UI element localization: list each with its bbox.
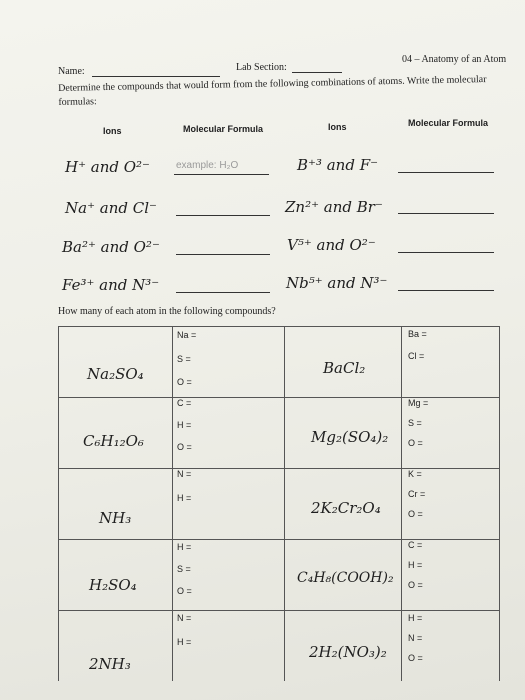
example-answer: example: H₂O xyxy=(176,160,239,171)
col-formula-left: Molecular Formula xyxy=(183,124,264,134)
atom-label: N = xyxy=(177,469,192,479)
col-formula-right: Molecular Formula xyxy=(408,118,489,128)
name-label: Name: xyxy=(58,66,85,77)
compound-cell xyxy=(59,469,173,540)
atom-count-cell[interactable] xyxy=(402,398,500,469)
ion-pair-1-right: B⁺³ and F⁻ xyxy=(297,156,379,174)
atom-label: Na = xyxy=(177,330,197,340)
atom-label: O = xyxy=(408,653,423,663)
atom-label: C = xyxy=(177,398,192,408)
atom-label: K = xyxy=(408,469,422,479)
compound-formula: H₂SO₄ xyxy=(89,576,137,594)
compound-cell xyxy=(285,540,402,611)
ion-pair-4-left: Fe³⁺ and N³⁻ xyxy=(62,276,160,294)
lab-section-label: Lab Section: xyxy=(236,62,287,73)
compound-formula: 2H₂(NO₃)₂ xyxy=(309,643,387,661)
compound-formula: NH₃ xyxy=(99,509,132,527)
atom-label: N = xyxy=(177,613,192,623)
atom-label: S = xyxy=(177,564,191,574)
answer-1-right[interactable] xyxy=(398,172,494,173)
col-ions-right: Ions xyxy=(328,122,347,132)
atom-label: Mg = xyxy=(408,398,429,408)
compound-formula: C₄H₈(COOH)₂ xyxy=(297,570,394,586)
answer-3-left[interactable] xyxy=(176,254,270,255)
answer-3-right[interactable] xyxy=(398,252,494,253)
atom-label: Cl = xyxy=(408,351,425,361)
atom-label: O = xyxy=(408,580,423,590)
atom-label: S = xyxy=(408,418,422,428)
compound-cell xyxy=(59,398,173,469)
atom-count-cell[interactable] xyxy=(402,611,500,682)
ion-pair-2-right: Zn²⁺ and Br⁻ xyxy=(285,198,383,216)
atom-count-cell[interactable] xyxy=(173,398,285,469)
compound-formula: 2K₂Cr₂O₄ xyxy=(311,499,381,517)
ion-pair-3-right: V⁵⁺ and O²⁻ xyxy=(287,236,376,254)
compound-cell xyxy=(59,327,173,398)
col-ions-left: Ions xyxy=(103,126,122,136)
answer-2-right[interactable] xyxy=(398,213,494,214)
atom-label: O = xyxy=(177,442,192,452)
atom-label: O = xyxy=(408,509,423,519)
table-row xyxy=(59,327,500,398)
compound-cell xyxy=(285,611,402,682)
atom-label: H = xyxy=(177,542,192,552)
atom-count-cell[interactable] xyxy=(402,327,500,398)
atom-label: N = xyxy=(408,633,423,643)
name-field[interactable] xyxy=(92,76,220,77)
atom-count-cell[interactable] xyxy=(173,540,285,611)
compound-cell xyxy=(285,327,402,398)
atom-label: Cr = xyxy=(408,489,426,499)
ion-pair-1-left: H⁺ and O²⁻ xyxy=(65,158,150,176)
answer-2-left[interactable] xyxy=(176,215,270,216)
table-row xyxy=(59,540,500,611)
ion-pair-2-left: Na⁺ and Cl⁻ xyxy=(65,199,157,217)
atom-count-cell[interactable] xyxy=(173,327,285,398)
lab-section-field[interactable] xyxy=(292,72,342,73)
atom-count-table xyxy=(58,326,500,681)
compound-cell xyxy=(59,540,173,611)
atom-label: H = xyxy=(177,493,192,503)
compound-cell xyxy=(59,611,173,682)
table-row xyxy=(59,469,500,540)
atom-label: O = xyxy=(177,377,192,387)
compound-formula: Mg₂(SO₄)₂ xyxy=(311,428,389,446)
answer-4-left[interactable] xyxy=(176,292,270,293)
compound-formula: BaCl₂ xyxy=(323,359,366,377)
compound-cell xyxy=(285,398,402,469)
question-2: How many of each atom in the following compounds? xyxy=(58,306,276,317)
instructions: Determine the compounds that would form from the following combinations of atoms. Write the molecular formulas: xyxy=(58,74,487,108)
table-row xyxy=(59,398,500,469)
atom-count-cell[interactable] xyxy=(173,469,285,540)
ion-pair-3-left: Ba²⁺ and O²⁻ xyxy=(62,238,160,256)
compound-cell xyxy=(285,469,402,540)
answer-4-right[interactable] xyxy=(398,290,494,291)
ion-pair-4-right: Nb⁵⁺ and N³⁻ xyxy=(286,274,388,292)
atom-count-cell[interactable] xyxy=(402,469,500,540)
atom-label: H = xyxy=(408,613,423,623)
compound-formula: 2NH₃ xyxy=(89,655,131,673)
atom-label: S = xyxy=(177,354,191,364)
atom-label: C = xyxy=(408,540,423,550)
atom-count-cell[interactable] xyxy=(173,611,285,682)
atom-label: H = xyxy=(177,637,192,647)
page-title: 04 – Anatomy of an Atom xyxy=(402,54,507,65)
answer-1-left[interactable] xyxy=(174,174,269,175)
compound-formula: Na₂SO₄ xyxy=(87,365,144,383)
atom-count-cell[interactable] xyxy=(402,540,500,611)
atom-label: O = xyxy=(177,586,192,596)
compound-formula: C₆H₁₂O₆ xyxy=(83,432,144,450)
atom-label: Ba = xyxy=(408,329,427,339)
atom-label: H = xyxy=(177,420,192,430)
atom-label: O = xyxy=(408,438,423,448)
table-row xyxy=(59,611,500,682)
atom-label: H = xyxy=(408,560,423,570)
